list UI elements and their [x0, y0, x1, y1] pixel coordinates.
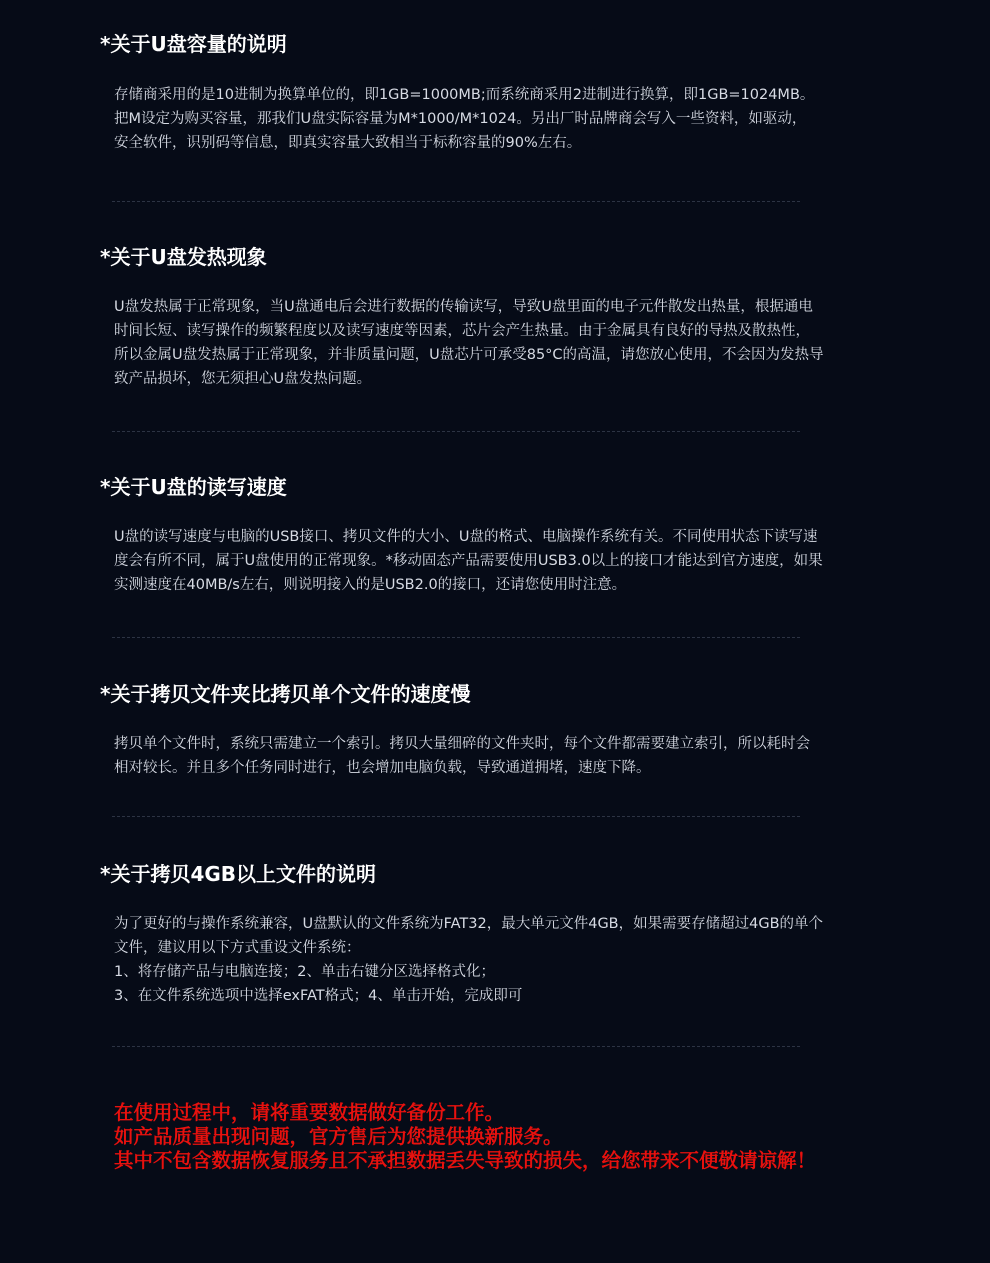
body-line: U盘发热属于正常现象，当U盘通电后会进行数据的传输读写，导致U盘里面的电子元件散发出热量，根据通电 [114, 299, 813, 315]
section-divider [112, 1046, 800, 1047]
section-title: *关于U盘的读写速度 [100, 475, 287, 499]
section-divider [112, 816, 800, 817]
body-line: 1、将存储产品与电脑连接；2、单击右键分区选择格式化； [114, 964, 495, 980]
body-line: 致产品损坏，您无须担心U盘发热问题。 [114, 371, 372, 387]
body-line: 3、在文件系统选项中选择exFAT格式；4、单击开始，完成即可 [114, 988, 523, 1004]
notice-line: 如产品质量出现问题，官方售后为您提供换新服务。 [114, 1125, 563, 1148]
body-line: 度会有所不同，属于U盘使用的正常现象。*移动固态产品需要使用USB3.0以上的接口才能达到官方速度，如果 [114, 553, 823, 569]
section-body [114, 295, 904, 391]
section-title: *关于拷贝4GB以上文件的说明 [100, 862, 377, 886]
body-line: 文件，建议用以下方式重设文件系统： [114, 940, 361, 956]
section-title: *关于拷贝文件夹比拷贝单个文件的速度慢 [100, 682, 471, 706]
body-line: 拷贝单个文件时，系统只需建立一个索引。拷贝大量细碎的文件夹时，每个文件都需要建立索引，所以耗时会 [114, 736, 810, 752]
body-line: 时间长短、读写操作的频繁程度以及读写速度等因素，芯片会产生热量。由于金属具有良好的导热及散热性， [114, 323, 810, 339]
warning-notice [114, 1101, 974, 1173]
section-body [114, 83, 904, 155]
section-body [114, 732, 904, 780]
section-title: *关于U盘容量的说明 [100, 32, 287, 56]
notice-line: 在使用过程中，请将重要数据做好备份工作。 [114, 1101, 505, 1124]
section-body [114, 525, 904, 597]
notice-line: 其中不包含数据恢复服务且不承担数据丢失导致的损失，给您带来不便敬请谅解！ [114, 1149, 817, 1172]
section-body [114, 912, 904, 1008]
body-line: 为了更好的与操作系统兼容，U盘默认的文件系统为FAT32，最大单元文件4GB，如果需要存储超过4GB的单个 [114, 916, 824, 932]
body-line: 把M设定为购买容量，那我们U盘实际容量为M*1000/M*1024。另出厂时品牌商会写入一些资料，如驱动， [114, 111, 807, 127]
body-line: 实测速度在40MB/s左右，则说明接入的是USB2.0的接口，还请您使用时注意。 [114, 577, 627, 593]
body-line: U盘的读写速度与电脑的USB接口、拷贝文件的大小、U盘的格式、电脑操作系统有关。不同使用状态下读写速 [114, 529, 818, 545]
section-divider [112, 637, 800, 638]
section-title: *关于U盘发热现象 [100, 245, 267, 269]
body-line: 安全软件，识别码等信息，即真实容量大致相当于标称容量的90%左右。 [114, 135, 582, 151]
section-divider [112, 201, 800, 202]
body-line: 所以金属U盘发热属于正常现象，并非质量问题，U盘芯片可承受85°C的高温，请您放心使用，不会因为发热导 [114, 347, 824, 363]
section-divider [112, 431, 800, 432]
body-line: 相对较长。并且多个任务同时进行，也会增加电脑负载，导致通道拥堵，速度下降。 [114, 760, 651, 776]
body-line: 存储商采用的是10进制为换算单位的，即1GB=1000MB;而系统商采用2进制进行换算，即1GB=1024MB。 [114, 87, 815, 103]
